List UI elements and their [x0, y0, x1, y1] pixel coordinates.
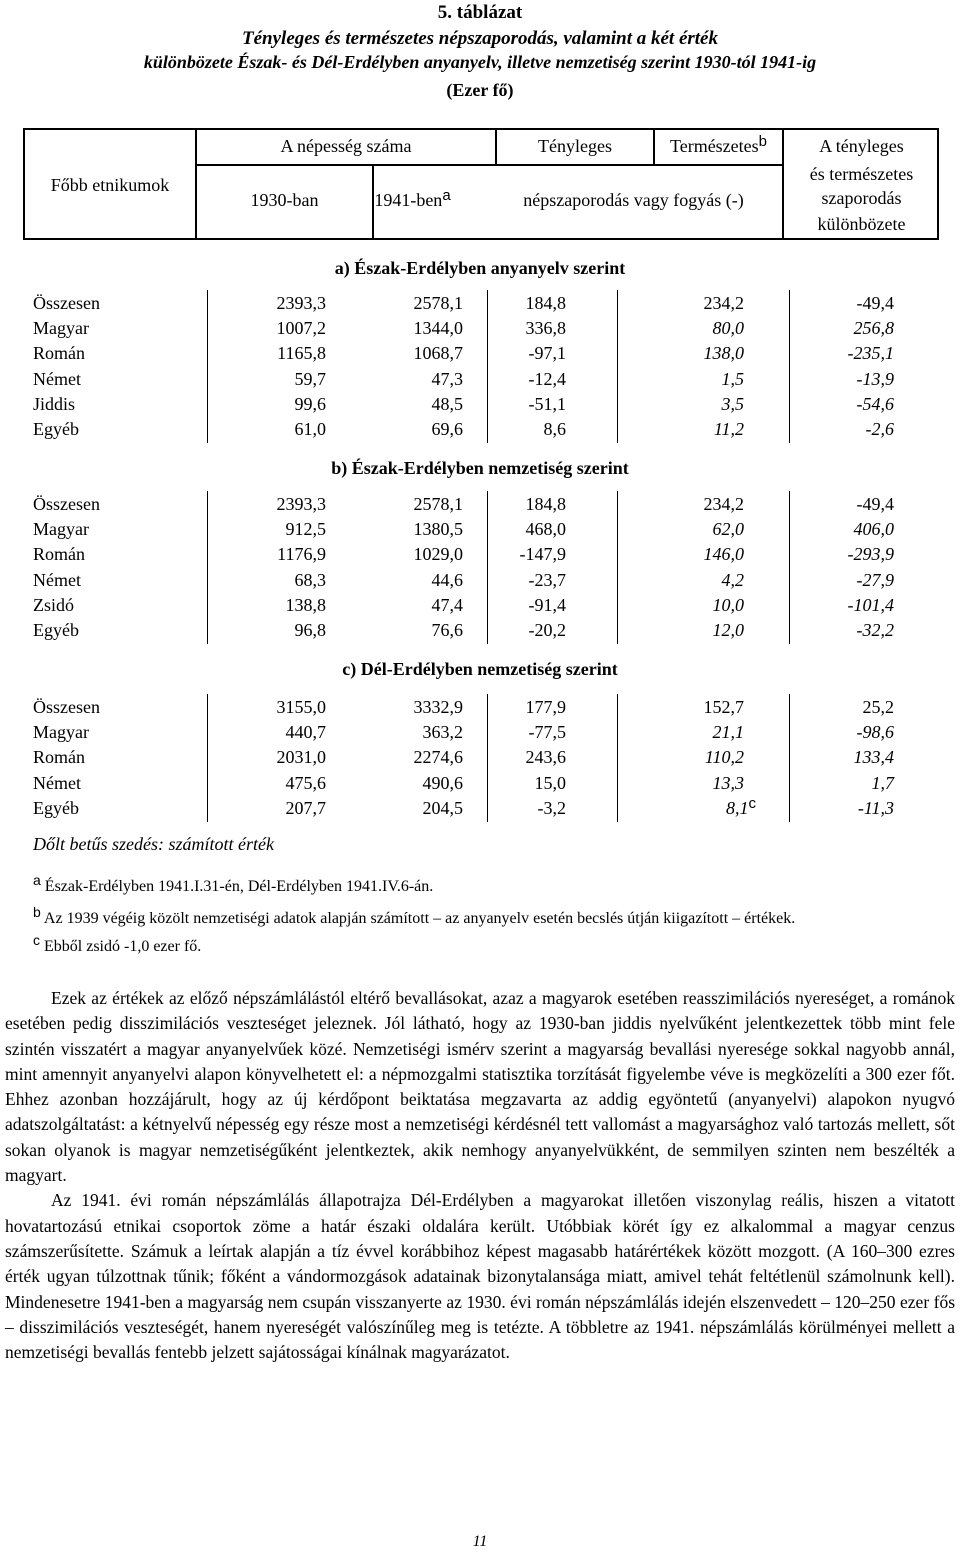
table-cell: -97,1 [528, 343, 566, 364]
table-cell: 234,2 [703, 293, 744, 313]
row-label: Német [33, 569, 81, 590]
table-cell: -32,2 [856, 620, 894, 640]
table-cell: 69,6 [431, 419, 463, 439]
header-nepesseg: A népesség száma [280, 136, 412, 156]
table-cell: 204,5 [422, 797, 463, 818]
table-cell: 2274,6 [413, 747, 463, 768]
table-cell: 490,6 [422, 772, 463, 793]
table-cell: 68,3 [294, 569, 326, 590]
table-row [0, 722, 960, 747]
table-cell: -91,4 [528, 594, 566, 615]
table-row [0, 494, 960, 519]
table-cell: 1176,9 [277, 544, 326, 565]
table-row [0, 620, 960, 645]
table-cell: -51,1 [528, 393, 566, 414]
header-kulonbozet-4: különbözete [817, 214, 906, 234]
table-cell: 61,0 [294, 419, 326, 439]
row-label: Egyéb [33, 797, 79, 818]
table-cell: 47,4 [431, 594, 463, 615]
table-cell: 80,0 [712, 318, 744, 339]
table-cell: 3,5 [721, 393, 744, 414]
table-cell: 1,7 [871, 772, 894, 793]
table-row [0, 595, 960, 620]
table-cell: -3,2 [537, 797, 566, 818]
table-cell: 12,0 [712, 620, 744, 640]
section-title: a) Észak-Erdélyben anyanyelv szerint [334, 258, 626, 278]
table-cell: 184,8 [525, 293, 566, 313]
table-cell: 336,8 [525, 318, 566, 339]
table-cell: -98,6 [856, 722, 894, 743]
table-cell: 912,5 [285, 519, 326, 540]
table-cell: -11,3 [857, 797, 894, 818]
table-cell: 1,5 [721, 368, 744, 389]
table-cell: -12,4 [528, 368, 566, 389]
row-label: Összesen [33, 697, 100, 717]
table-row [0, 419, 960, 444]
table-cell: 184,8 [525, 494, 566, 514]
table-cell: 1165,8 [277, 343, 326, 364]
table-cell [726, 794, 756, 819]
row-label: Magyar [33, 519, 89, 540]
table-cell: 234,2 [703, 494, 744, 514]
table-cell: 96,8 [294, 620, 326, 640]
table-row [0, 369, 960, 394]
table-cell: -13,9 [856, 368, 894, 389]
table-cell: 138,8 [285, 594, 326, 615]
section-title: b) Észak-Erdélyben nemzetiség szerint [331, 458, 629, 478]
table-cell: 25,2 [862, 697, 894, 717]
table-cell: 10,0 [712, 594, 744, 615]
page-number: 11 [472, 1533, 488, 1550]
header-kulonbozet-3: szaporodás [821, 188, 902, 208]
paragraph-2: Az 1941. évi román népszámlálás állapotrajza Dél-Erdélyben a magyarokat illetően viszonylag reális, hiszen a vitatott hovatartozású etnikai csoportok zöme a határ északi oldalára került. Utóbbiak körét így ez alkalommal a magyar cenzus számszerűsítette. Számuk a leírtak alapján a tíz évvel korábbihoz képest magasabb határértékek között mozgott. (A 160–300 ezres érték ugyan túlzottnak tűnik; főként a vándormozgások adatainak bizonytalansága miatt, amivel tehát feltétlenül számolnunk kell). Mindenesetre 1941-ben a magyarság nem csupán visszanyerte az 1930. évi román népszámlálás idején elszenvedett – 120–250 ezer fős – disszimilációs veszteségét, hanem nyereségét valószínűleg meg is tetézte. A többletre az 1941. népszámlálás körülményei mellett a nemzetiségi bevallás fentebb jelzett sajátosságai kínálnak magyarázatot. [5, 1190, 955, 1363]
footnote-c: $^c$ Ebből zsidó -1,0 ezer fő. [33, 932, 202, 955]
header-etnikum: Főbb etnikumok [50, 175, 170, 195]
table-cell-value: 8,1 [726, 797, 749, 818]
table-title-line-1: Tényleges és természetes népszaporodás, valamint a két érték [242, 28, 718, 49]
table-cell: 152,7 [703, 697, 744, 717]
row-label: Egyéb [33, 620, 79, 640]
table-cell: 133,4 [853, 747, 894, 768]
row-label: Német [33, 772, 81, 793]
table-cell: 207,7 [285, 797, 326, 818]
row-label: Egyéb [33, 419, 79, 439]
table-cell: 1344,0 [413, 318, 463, 339]
table-row [0, 519, 960, 544]
table-cell: -147,9 [519, 544, 566, 565]
table-row [0, 343, 960, 368]
table-cell: 15,0 [534, 772, 566, 793]
table-cell: 2393,3 [276, 494, 326, 514]
table-header [23, 128, 939, 240]
table-cell: 2031,0 [276, 747, 326, 768]
header-kulonbozet-1: A tényleges [819, 136, 904, 156]
header-1941: 1941-ben$^a$ [374, 187, 451, 210]
footnote-b: $^b$ Az 1939 végéig közölt nemzetiségi adatok alapján számított – az anyanyelv esetén becslés útján kiigazított – értékek. [33, 904, 796, 927]
row-label: Összesen [33, 494, 100, 514]
table-cell: -23,7 [528, 569, 566, 590]
table-row [0, 747, 960, 772]
row-label: Román [33, 544, 85, 565]
row-label: Német [33, 368, 81, 389]
table-row [0, 570, 960, 595]
table-cell: 44,6 [431, 569, 463, 590]
table-cell: 2393,3 [276, 293, 326, 313]
table-cell: 138,0 [703, 343, 744, 364]
table-row [0, 697, 960, 722]
table-cell: 1380,5 [413, 519, 463, 540]
row-label: Magyar [33, 318, 89, 339]
table-cell: 8,6 [543, 419, 566, 439]
table-cell: 440,7 [285, 722, 326, 743]
table-cell: -49,4 [856, 293, 894, 313]
header-nepszaporodas: népszaporodás vagy fogyás (-) [523, 190, 744, 210]
table-cell: 62,0 [712, 519, 744, 540]
table-cell: -101,4 [847, 594, 894, 615]
footnote-marker: c [748, 794, 756, 812]
row-label: Jiddis [33, 393, 76, 414]
italic-note: Dőlt betűs szedés: számított érték [33, 834, 274, 854]
table-cell: 177,9 [525, 697, 566, 717]
table-number: 5. táblázat [437, 2, 523, 23]
table-cell: -293,9 [847, 544, 894, 565]
body-text [5, 986, 955, 1365]
footnote-a: $^a$ Észak-Erdélyben 1941.I.31-én, Dél-Erdélyben 1941.IV.6-án. [33, 872, 434, 895]
table-row [0, 773, 960, 798]
table-cell: 363,2 [422, 722, 463, 743]
table-cell: 13,3 [712, 772, 744, 793]
table-unit: (Ezer fő) [446, 80, 514, 100]
table-cell: -27,9 [856, 569, 894, 590]
table-cell: 2578,1 [413, 494, 463, 514]
table-cell: -235,1 [847, 343, 894, 364]
table-cell: 11,2 [713, 419, 744, 439]
table-cell: 243,6 [525, 747, 566, 768]
table-cell: 99,6 [294, 393, 326, 414]
table-cell: -2,6 [865, 419, 894, 439]
table-cell: -77,5 [528, 722, 566, 743]
table-cell: 468,0 [525, 519, 566, 540]
header-kulonbozet-2: és természetes [809, 164, 914, 184]
header-termeszetes: Természetes$^b$ [669, 133, 768, 156]
row-label: Magyar [33, 722, 89, 743]
table-cell: 59,7 [294, 368, 326, 389]
table-cell: 76,6 [431, 620, 463, 640]
row-label: Román [33, 343, 85, 364]
table-row [0, 544, 960, 569]
table-cell: 48,5 [431, 393, 463, 414]
section-title: c) Dél-Erdélyben nemzetiség szerint [342, 659, 618, 679]
table-cell: 4,2 [721, 569, 744, 590]
header-tenyleges: Tényleges [538, 136, 612, 156]
table-cell: 475,6 [285, 772, 326, 793]
table-cell: 146,0 [703, 544, 744, 565]
table-cell: 3332,9 [413, 697, 463, 717]
table-cell: 3155,0 [276, 697, 326, 717]
paragraph-1: Ezek az értékek az előző népszámlálástól eltérő bevallásokat, azaz a magyarok esetében reasszimilációs nyereséget, a románok esetében pedig disszimilációs veszteséget jeleznek. Jól látható, hogy az 1930-ban jiddis nyelvűként jelentkezettek több mint fele szintén visszatért a magyar anyanyelvűek közé. Nemzetiségi ismérv szerint a magyarság bevallási nyeresége sokkal nagyobb annál, mint amennyit anyanyelvi alapon könyvelhetett el: a népmozgalmi statisztika torzítását figyelembe véve is megközelíti a 300 ezer főt. Ehhez azonban hozzájárult, hogy az új kérdőpont beiktatása megzavarta az addig egyöntetű (anyanyelvi) alapokon nyugvó adatszolgáltatást: a kétnyelvű népesség egy része most a nemzetiségi kérdésnél tett vallomást a magyarsághoz való tartozás mellett, sőt sokan olyanok is magyar nemzetiségűként jelentkeztek, akik nemhogy anyanyelvükként, de semmilyen szinten nem beszélték a magyart. [5, 988, 955, 1186]
row-label: Román [33, 747, 85, 768]
table-cell: -54,6 [856, 393, 894, 414]
table-cell: 1068,7 [413, 343, 463, 364]
table-row [0, 318, 960, 343]
table-cell: 406,0 [853, 519, 894, 540]
table-row [0, 394, 960, 419]
table-cell: 2578,1 [413, 293, 463, 313]
table-cell: -20,2 [528, 620, 566, 640]
table-cell: 47,3 [431, 368, 463, 389]
table-row [0, 794, 960, 823]
table-cell: 110,2 [704, 747, 744, 768]
table-cell: 256,8 [853, 318, 894, 339]
table-cell: 1029,0 [413, 544, 463, 565]
table-cell: 21,1 [712, 722, 744, 743]
header-1930: 1930-ban [250, 190, 319, 210]
table-cell: 1007,2 [276, 318, 326, 339]
row-label: Összesen [33, 293, 100, 313]
table-title-line-2: különbözete Észak- és Dél-Erdélyben anyanyelv, illetve nemzetiség szerint 1930-tól 1941-ig [143, 52, 817, 72]
table-cell: -49,4 [856, 494, 894, 514]
table-row [0, 293, 960, 318]
row-label: Zsidó [33, 594, 75, 615]
